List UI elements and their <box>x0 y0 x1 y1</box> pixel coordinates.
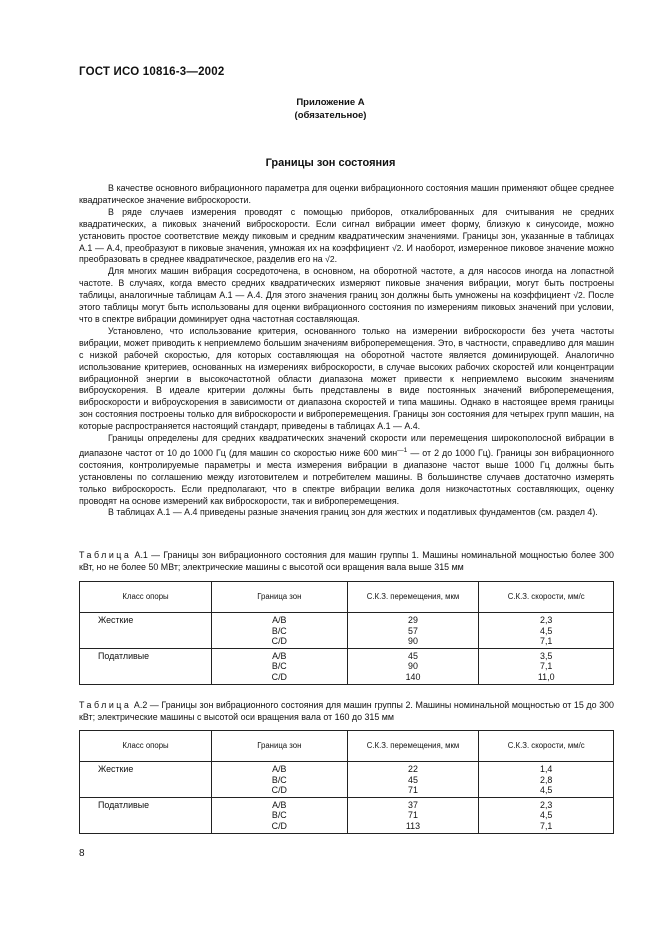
table1-caption <box>79 550 614 574</box>
table-value: 90 <box>408 636 418 647</box>
paragraph: Установлено, что использование критерия, основанного только на измерении виброскорости без учета частоты вибрации, может приводить к неприемлемо большим значениям виброперемещения. Это, в частности, справедливо для машин с низкой рабочей скоростью, для которых составляющая на оборотной частоте является доминирующей. Аналогично использование критериев, основанных на измерениях виброскорости, в случае высоких рабочих скоростей или концентрации вибрационной энергии в высокочастотной области диапазона может привести к неприемлемо высоким значениям виброускорения. В идеале критерии должны быть представлены в виде постоянных значений виброперемещения, виброскорости и виброускорения в зависимости от диапазона скоростей и типа машины. Однако в настоящее время границы зон состояния построены только для виброскорости и виброперемещения. Границы зон состояния для четырех групп машин, на которые распространяется настоящий стандарт, приведены в таблицах А.1 — А.4. <box>79 325 614 432</box>
table-value: 4,5 <box>540 810 553 821</box>
support-class <box>80 762 212 798</box>
table-value: 71 <box>408 785 418 796</box>
table-word: Таблица <box>79 550 132 560</box>
table-value: 2,3 <box>540 799 553 810</box>
paragraph <box>79 266 614 326</box>
table-value: B/C <box>271 810 287 821</box>
caption-text: А.1 — Границы зон вибрационного состояния для машин группы 1. Машины номинальной мощностью более 300 кВт, но не более 50 МВт; электрические машины с высотой оси вращения вала выше 315 мм <box>79 550 614 572</box>
table-value: 140 <box>405 671 421 682</box>
displacement-cell <box>347 762 479 798</box>
support-class <box>80 613 212 649</box>
support-class <box>80 648 212 684</box>
table2 <box>79 730 614 834</box>
zone-cell <box>212 613 347 649</box>
support-class <box>80 797 212 833</box>
table-value: 2,3 <box>540 615 553 625</box>
table-value: A/B <box>272 799 287 810</box>
paragraph-text: В ряде случаев измерения проводят с помощью приборов, откалиброванных для считывания не средних квадратических, а пиковых значений виброскорости. Если сигнал вибрации имеет форму, близкую к синусоиде, можно установить простое соответствие между пиковым и средним квадратическим значениями. Границы зон, указанные в таблицах А.1 — А.4, преобразуют в пиковые значения, умножая их на коэффициент <box>79 206 614 253</box>
sqrt-symbol: √2 <box>573 290 583 301</box>
table-value: 45 <box>408 774 418 785</box>
sqrt-symbol: √2 <box>325 254 335 265</box>
caption-text: А.2 — Границы зон вибрационного состояния для машин группы 2. Машины номинальной мощностью от 15 до 300 кВт; электрические машины с высотой оси вращения вала от 160 до 315 мм <box>79 700 614 722</box>
table-value: C/D <box>271 671 287 682</box>
table-value: Податливые <box>98 650 150 661</box>
table-value: 2,8 <box>540 774 553 785</box>
table2-caption <box>79 700 614 724</box>
table-value: 11,0 <box>537 671 555 682</box>
appendix-status: (обязательное) <box>294 110 367 121</box>
col-header: Граница зон <box>212 731 347 762</box>
page-number: 8 <box>79 848 85 859</box>
paragraph-text: . После этого таблицы могут быть использованы для оценки вибрационного состояния по измерениям пиковых значений при условии, что в спектре вибрации доминирует одна частотная составляющая. <box>79 290 614 324</box>
table-value: 4,5 <box>540 625 553 636</box>
table-value: Жесткие <box>98 764 134 774</box>
table-value: 29 <box>408 615 418 625</box>
col-header: Граница зон <box>212 582 347 613</box>
velocity-cell <box>479 797 614 833</box>
table-value: 7,1 <box>540 636 553 647</box>
paragraph-text: Для многих машин вибрация сосредоточена, в основном, на оборотной частоте, а для насосов иногда на лопастной частоте. В случаях, когда вместо средних квадратических измеряют пиковые значения вибрации, могут быть построены таблицы, аналогичные таблицам А.1 — А.4. Для этого значения границ зон должны быть умножены на коэффициент <box>79 266 614 301</box>
appendix-label: Приложение А <box>296 97 365 108</box>
table-value: B/C <box>271 625 287 636</box>
paragraph-text: — от 2 до 1000 Гц). Границы зон вибрационного состояния, контролируемые параметры и места измерения вибрации в диапазоне частот выше 1000 Гц должны быть установлены по соглашению между изготовителем и потребителем машины. В большинстве случаев достаточно измерять только виброскорость. Если предполагают, что в спектре вибрации велика доля низкочастотных составляющих, оценку проводят на основе измерений как виброскорости, так и виброперемещения. <box>79 447 614 506</box>
table-value: 22 <box>408 764 418 774</box>
table-value: 90 <box>408 661 418 672</box>
table-header-row <box>80 582 614 613</box>
section-title: Границы зон состояния <box>265 157 396 169</box>
col-header: С.К.З. перемещения, мкм <box>347 582 479 613</box>
table-value: B/C <box>271 774 287 785</box>
velocity-cell <box>479 613 614 649</box>
paragraph <box>79 207 614 267</box>
table-value: 7,1 <box>540 820 553 831</box>
table-value: C/D <box>271 785 287 796</box>
standard-header: ГОСТ ИСО 10816-3—2002 <box>79 66 225 78</box>
table-row <box>80 613 614 649</box>
displacement-cell <box>347 648 479 684</box>
table-value: Податливые <box>98 799 150 810</box>
zone-cell <box>212 797 347 833</box>
paragraph: В качестве основного вибрационного параметра для оценки вибрационного состояния машин применяют общее среднее квадратическое значение виброскорости. <box>79 183 614 205</box>
paragraph-text: Границы определены для средних квадратических значений скорости или перемещения широкополосной вибрации в диапазоне частот от 10 до 1000 Гц (для машин со скоростью ниже 600 мин <box>79 433 614 458</box>
table-value: 71 <box>408 810 418 821</box>
displacement-cell <box>347 797 479 833</box>
paragraph-text: . И наоборот, измеренное пиковое значение можно преобразовать в среднее квадратическое, разделив его на <box>79 242 614 265</box>
velocity-cell <box>479 762 614 798</box>
table-value: B/C <box>271 661 287 672</box>
table-value: A/B <box>272 650 287 661</box>
table-value: 4,5 <box>540 785 553 796</box>
table-value: C/D <box>271 636 287 647</box>
col-header: С.К.З. перемещения, мкм <box>347 731 479 762</box>
table-value: 1,4 <box>540 764 553 774</box>
col-header: С.К.З. скорости, мм/с <box>479 731 614 762</box>
col-header: Класс опоры <box>80 582 212 613</box>
table1 <box>79 581 614 685</box>
table-value: 7,1 <box>540 661 553 672</box>
velocity-cell <box>479 648 614 684</box>
paragraph <box>79 433 614 507</box>
superscript: —1 <box>397 446 408 454</box>
col-header: С.К.З. скорости, мм/с <box>479 582 614 613</box>
table-value: 57 <box>408 625 418 636</box>
table-row <box>80 648 614 684</box>
table-word: Таблица <box>79 700 132 710</box>
table-value: 37 <box>408 799 418 810</box>
table-row <box>80 762 614 798</box>
sqrt-symbol: √2 <box>391 242 402 253</box>
table-row <box>80 797 614 833</box>
displacement-cell <box>347 613 479 649</box>
table-value: A/B <box>272 764 287 774</box>
appendix-heading <box>0 96 661 122</box>
table-value: 113 <box>405 820 421 831</box>
table-value: Жесткие <box>98 615 134 625</box>
paragraph: В таблицах А.1 — А.4 приведены разные значения границ зон для жестких и податливых фундаментов (см. раздел 4). <box>108 507 598 518</box>
table-header-row <box>80 731 614 762</box>
zone-cell <box>212 762 347 798</box>
table-value: A/B <box>272 615 287 625</box>
table-value: C/D <box>271 820 287 831</box>
body-text <box>79 183 614 519</box>
table-value: 45 <box>408 650 418 661</box>
col-header: Класс опоры <box>80 731 212 762</box>
zone-cell <box>212 648 347 684</box>
table-value: 3,5 <box>540 650 553 661</box>
paragraph-text: . <box>334 254 338 265</box>
